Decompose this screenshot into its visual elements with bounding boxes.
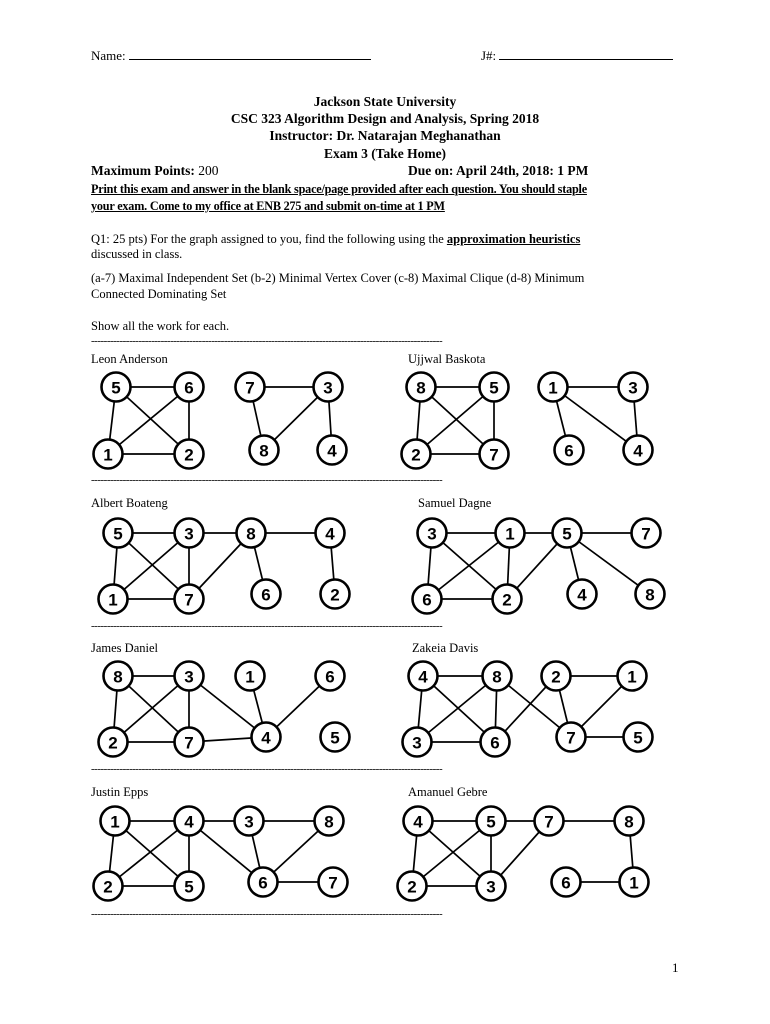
graph-node-label: 5 [562,524,572,544]
student-label: Albert Boateng [91,496,168,510]
graph-node-label: 8 [645,585,655,605]
graph-node-label: 8 [246,524,256,544]
instructions-line-1: Print this exam and answer in the blank space/page provided after each question. You should staple [91,182,587,196]
graph-node-label: 2 [502,590,512,610]
student-label: Amanuel Gebre [408,785,488,799]
university-title: Jackson State University [313,94,457,109]
separator-2: --------------------------------------------------------------------------------------------------------------- [91,474,443,486]
graph-node-label: 4 [418,667,428,687]
graph-node-label: 2 [184,445,194,465]
graph-node-label: 1 [110,812,120,832]
graph-node-label: 4 [633,441,643,461]
graph-node-label: 3 [486,877,496,897]
graph-node-label: 7 [328,873,338,893]
instructor-title: Instructor: Dr. Natarajan Meghanathan [269,128,501,143]
graph-node-label: 1 [629,873,639,893]
graph-node-label: 6 [258,873,268,893]
graph-node-label: 5 [330,728,340,748]
j-number-label: J#: [481,48,497,63]
separator-1: --------------------------------------------------------------------------------------------------------------- [91,335,443,347]
graph-node-label: 5 [633,728,643,748]
graph-node-label: 4 [577,585,587,605]
graph-node-label: 1 [505,524,515,544]
max-points-value: 200 [198,163,219,178]
graph-node-label: 1 [103,445,113,465]
graph-node-label: 4 [184,812,194,832]
graph-node-label: 6 [261,585,271,605]
question-line-2: discussed in class. [91,247,183,261]
separator-5: --------------------------------------------------------------------------------------------------------------- [91,908,443,920]
graph-node-label: 2 [407,877,417,897]
graph-node-label: 6 [561,873,571,893]
name-label: Name: [91,48,126,63]
show-work-note: Show all the work for each. [91,319,230,333]
course-title: CSC 323 Algorithm Design and Analysis, Spring 2018 [230,111,540,126]
graph-node-label: 6 [325,667,335,687]
graph-node-label: 4 [261,728,271,748]
graph-node-label: 7 [184,590,194,610]
separator-4: --------------------------------------------------------------------------------------------------------------- [91,763,443,775]
graph-node-label: 7 [489,445,499,465]
question-prefix: Q1: 25 pts) For the graph assigned to you, find the following using the [91,232,447,246]
question-emphasis: approximation heuristics [446,232,581,246]
graph-node-label: 6 [564,441,574,461]
separator-3: --------------------------------------------------------------------------------------------------------------- [91,620,443,632]
student-label: James Daniel [91,641,158,655]
graph-node-label: 7 [544,812,554,832]
graph-node-label: 7 [566,728,576,748]
page-number: 1 [672,960,679,975]
graph-node-label: 7 [245,378,255,398]
graph-node-label: 3 [323,378,333,398]
graph-node-label: 5 [111,378,121,398]
graph-node-label: 1 [548,378,558,398]
graph-node-label: 2 [103,877,113,897]
graph-node-label: 8 [492,667,502,687]
graph-node-label: 5 [113,524,123,544]
graph-node-label: 4 [325,524,335,544]
graph-node-label: 1 [627,667,637,687]
graph-node-label: 3 [184,667,194,687]
question-parts-line-2: Connected Dominating Set [91,287,227,301]
graph-node-label: 6 [184,378,194,398]
graph-node-label: 6 [490,733,500,753]
max-points-label: Maximum Points: [91,163,195,178]
student-label: Justin Epps [91,785,149,799]
graph-node-label: 3 [427,524,437,544]
graph-node-label: 2 [330,585,340,605]
graph-node-label: 8 [324,812,334,832]
graph-node-label: 7 [184,733,194,753]
student-label: Samuel Dagne [418,496,492,510]
graph-node-label: 3 [244,812,254,832]
student-label: Ujjwal Baskota [408,352,486,366]
graph-node-label: 7 [641,524,651,544]
instructions-line-2: your exam. Come to my office at ENB 275 and submit on-time at 1 PM [91,199,445,213]
graph-node-label: 2 [551,667,561,687]
graph-node-label: 1 [245,667,255,687]
graph-node-label: 2 [411,445,421,465]
graph-node-label: 3 [412,733,422,753]
graph-node-label: 8 [624,812,634,832]
graph-node-label: 8 [259,441,269,461]
graph-node-label: 5 [489,378,499,398]
student-label: Zakeia Davis [412,641,479,655]
graph-node-label: 4 [327,441,337,461]
student-label: Leon Anderson [91,352,168,366]
graph-node-label: 1 [108,590,118,610]
graph-node-label: 8 [416,378,426,398]
graph-node-label: 6 [422,590,432,610]
question-parts-line-1: (a-7) Maximal Independent Set (b-2) Minimal Vertex Cover (c-8) Maximal Clique (d-8) Minimum [91,271,585,285]
graph-node-label: 3 [184,524,194,544]
graph-node-label: 5 [184,877,194,897]
exam-title: Exam 3 (Take Home) [323,146,447,161]
graph-node-label: 5 [486,812,496,832]
graph-node-label: 2 [108,733,118,753]
due-date: Due on: April 24th, 2018: 1 PM [408,163,589,178]
graph-node-label: 3 [628,378,638,398]
graph-node-label: 8 [113,667,123,687]
graph-node-label: 4 [413,812,423,832]
